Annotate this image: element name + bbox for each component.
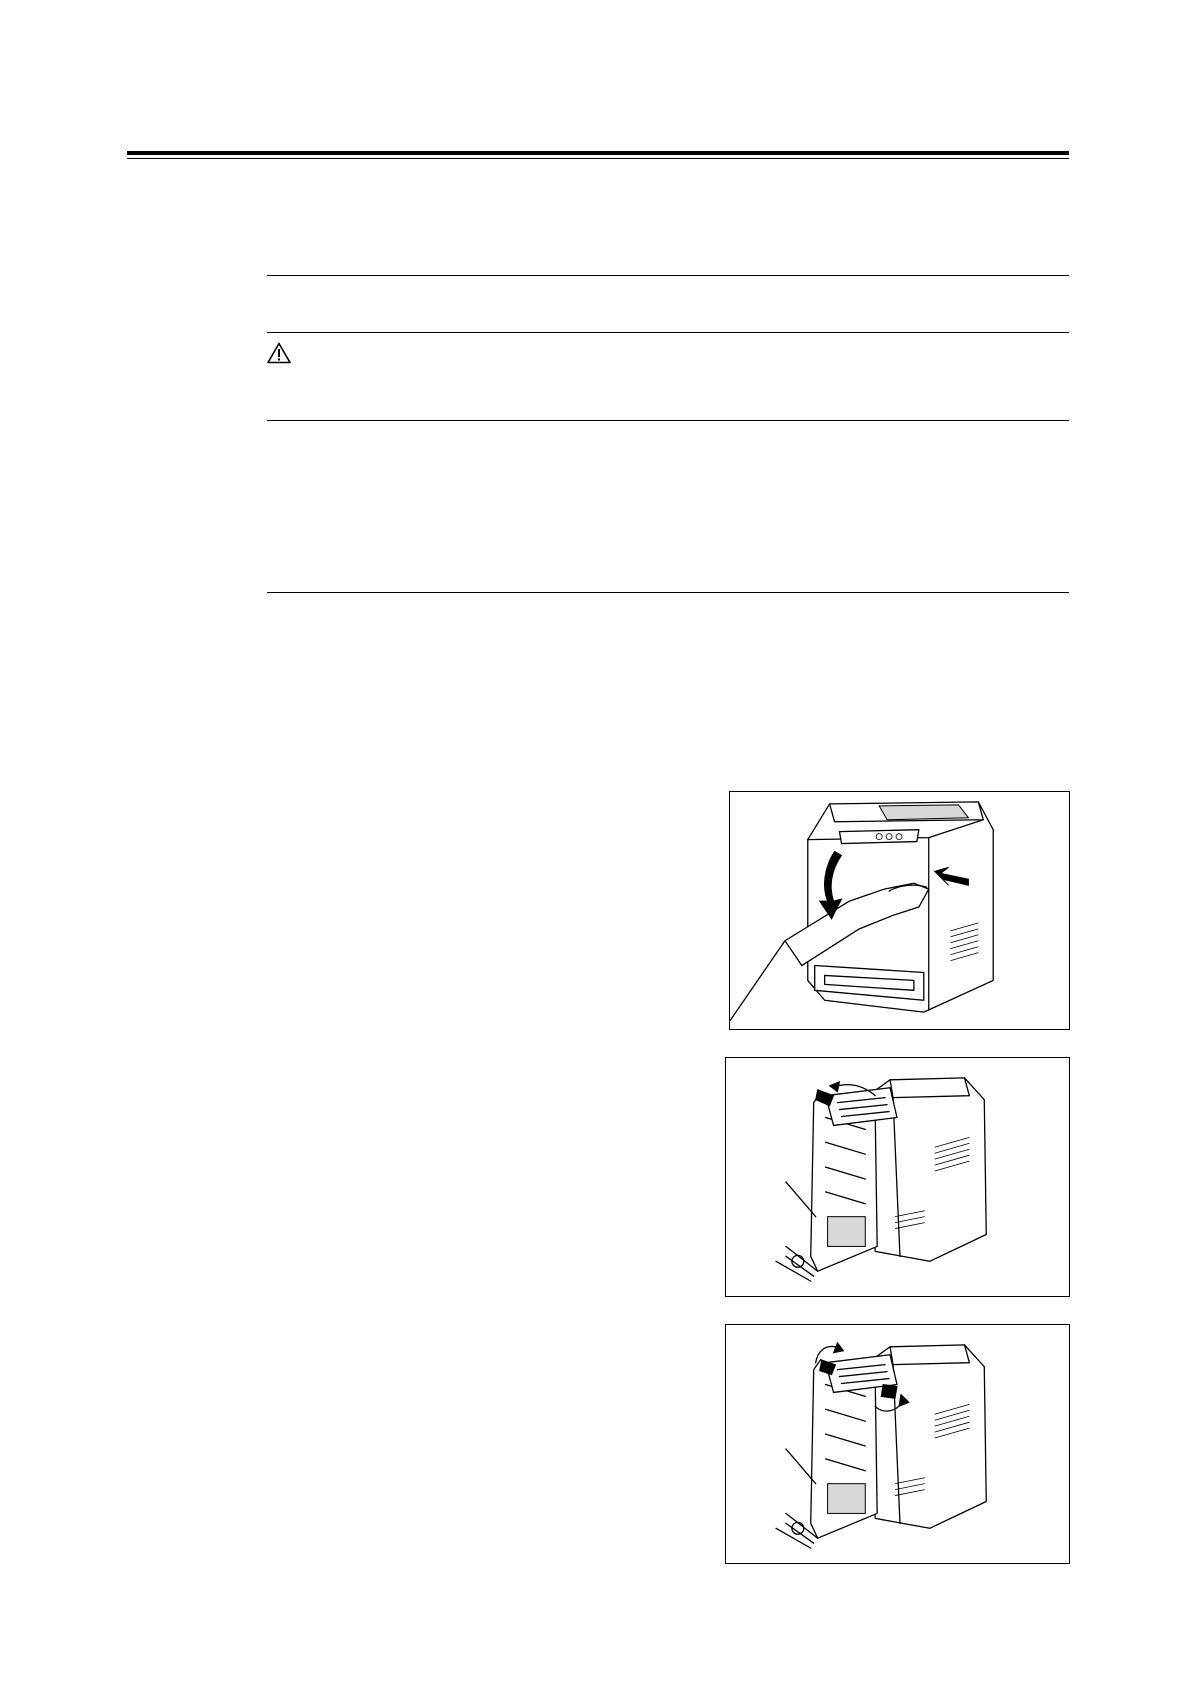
printer-fuser-levers-lock-illustration: [726, 1325, 1069, 1563]
warning-triangle-icon: [267, 342, 291, 364]
important-rule-bottom: [267, 592, 1069, 593]
figure-fuser-levers-lift: [725, 1057, 1070, 1297]
header-rule-thin: [127, 158, 1069, 159]
caution-rule-bottom: [267, 420, 1069, 421]
figure-fuser-levers-both: [725, 1324, 1070, 1564]
printer-front-cover-open-illustration: [730, 792, 1069, 1029]
note-rule-top: [267, 275, 1069, 276]
header-rule-thick: [127, 151, 1069, 155]
caution-rule-top: [267, 332, 1069, 333]
printer-fuser-levers-release-illustration: [726, 1058, 1069, 1296]
figure-open-front-cover: [729, 791, 1070, 1030]
